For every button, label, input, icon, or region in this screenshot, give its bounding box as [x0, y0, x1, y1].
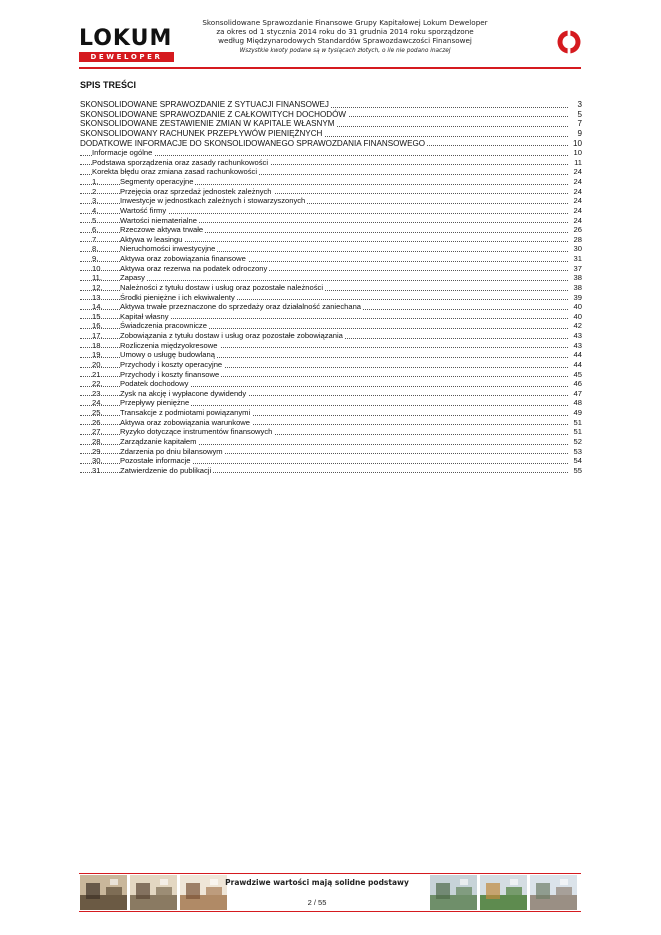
toc-entry-label: Ryzyko dotyczące instrumentów finansowych — [120, 427, 273, 437]
toc-entry-label: Zatwierdzenie do publikacji — [120, 465, 212, 475]
toc-entry-label: Przejęcia oraz sprzedaż jednostek zależnych — [120, 186, 272, 196]
toc-entry-number: 29. — [92, 446, 103, 456]
toc-entry-label: Przychody i koszty finansowe — [120, 369, 220, 379]
toc-entry[interactable] — [80, 148, 582, 158]
toc-entry-label: Zdarzenia po dniu bilansowym — [120, 446, 223, 456]
report-heading — [185, 18, 505, 56]
footer-divider-bottom — [79, 911, 581, 912]
toc-entry-page: 11 — [574, 157, 582, 167]
toc-entry-number: 30. — [92, 456, 103, 466]
toc-entry-number: 1. — [92, 177, 99, 186]
toc-entry-label: Inwestycje w jednostkach zależnych i stowarzyszonych — [120, 196, 306, 206]
toc-entry-label: Transakcje z podmiotami powiązanymi — [120, 408, 251, 417]
toc-entry-label: Należności z tytułu dostaw i usług oraz pozostałe należności — [120, 282, 324, 292]
toc-entry[interactable] — [80, 302, 582, 312]
toc-entry-page: 51 — [573, 417, 582, 427]
logo-main-text: LOKUM — [79, 26, 173, 51]
toc-entry[interactable] — [80, 350, 582, 360]
toc-entry-page: 9 — [577, 128, 582, 138]
toc-entry[interactable] — [80, 187, 582, 197]
toc-title: SPIS TREŚCI — [80, 80, 137, 90]
toc-entry[interactable] — [80, 408, 582, 418]
page-number: 2 / 55 — [307, 898, 327, 907]
toc-entry-page: 10 — [572, 138, 582, 148]
toc-entry-label: Świadczenia pracownicze — [120, 321, 207, 331]
toc-entry-number: 5. — [92, 215, 99, 225]
toc-entry[interactable] — [80, 196, 582, 206]
toc-entry-page: 43 — [573, 340, 582, 350]
toc-entry-label: Przychody i koszty operacyjne — [120, 359, 223, 369]
toc-entry-number: 14. — [92, 302, 103, 312]
toc-entry-number: 21. — [92, 369, 103, 379]
toc-entry[interactable] — [80, 110, 582, 120]
footer-photos-left — [80, 875, 227, 910]
toc-entry[interactable] — [80, 360, 582, 370]
toc-entry-page: 24 — [573, 205, 582, 215]
toc-entry-label: Aktywa oraz zobowiązania warunkowe — [120, 417, 251, 427]
toc-entry-label: Aktywa oraz rezerwa na podatek odroczony — [120, 263, 268, 273]
toc-entry[interactable] — [80, 312, 582, 322]
toc-entry-page: 43 — [573, 331, 582, 340]
toc-entry[interactable] — [80, 206, 582, 216]
toc-entry-page: 24 — [573, 215, 582, 225]
heading-line-1: Skonsolidowane Sprawozdanie Finansowe Grupy Kapitałowej Lokum Deweloper — [202, 18, 488, 27]
toc-entry[interactable] — [80, 418, 582, 428]
toc-entry[interactable] — [80, 129, 582, 139]
toc-entry-label: Aktywa w leasingu — [120, 234, 183, 244]
toc-entry-number: 18. — [92, 340, 103, 350]
toc-entry-number: 27. — [92, 427, 103, 437]
toc-entry-number: 10. — [92, 263, 103, 273]
toc-entry-page: 24 — [573, 186, 582, 196]
toc-entry-page: 38 — [573, 273, 582, 283]
toc-entry-number: 2. — [92, 186, 99, 196]
toc-entry-page: 45 — [573, 369, 582, 379]
toc-entry-label: Rzeczowe aktywa trwałe — [120, 225, 204, 235]
toc-entry-number: 17. — [92, 331, 103, 340]
toc-entry[interactable] — [80, 389, 582, 399]
toc-entry-page: 28 — [573, 234, 582, 244]
toc-entry-label: Zarządzanie kapitałem — [120, 436, 197, 446]
toc-entry[interactable] — [80, 370, 582, 380]
interior-photo-dining — [130, 875, 177, 910]
interior-photo-living-room — [80, 875, 127, 910]
toc-entry-page: 24 — [573, 167, 582, 177]
toc-entry-label: Aktywa trwałe przeznaczone do sprzedaży oraz działalność zaniechana — [120, 302, 362, 312]
toc-entry-number: 31. — [92, 465, 103, 475]
toc-entry-label: DODATKOWE INFORMACJE DO SKONSOLIDOWANEGO SPRAWOZDANIA FINANSOWEGO — [80, 138, 426, 148]
toc-entry-page: 7 — [577, 119, 582, 129]
toc-entry-page: 3 — [577, 100, 582, 109]
toc-entry-number: 22. — [92, 379, 103, 389]
toc-entry-page: 37 — [573, 263, 582, 273]
toc-entry-label: Podatek dochodowy — [120, 379, 189, 389]
toc-entry[interactable] — [80, 254, 582, 264]
toc-entry-label: Korekta błędu oraz zmiana zasad rachunkowości — [92, 167, 258, 177]
interior-photo-kitchen — [180, 875, 227, 910]
exterior-photo-playground — [480, 875, 527, 910]
toc-entry-number: 26. — [92, 417, 103, 427]
toc-entry-page: 51 — [573, 427, 582, 437]
toc-entry-number: 12. — [92, 282, 103, 292]
toc-entry-number: 9. — [92, 254, 99, 263]
toc-entry-number: 11. — [92, 273, 102, 283]
toc-entry-page: 5 — [577, 109, 582, 119]
toc-entry-number: 7. — [92, 234, 99, 244]
toc-entry-label: Zapasy — [120, 273, 145, 283]
toc-entry-label: Wartość firmy — [120, 205, 167, 215]
toc-entry-page: 47 — [573, 388, 582, 398]
toc-entry[interactable] — [80, 119, 582, 129]
toc-entry-label: Aktywa oraz zobowiązania finansowe — [120, 254, 246, 263]
toc-entry-page: 52 — [573, 436, 582, 446]
toc-entry-page: 31 — [573, 254, 582, 263]
toc-entry-number: 16. — [92, 321, 103, 331]
toc-entry-number: 28. — [92, 436, 103, 446]
toc-entry-number: 23. — [92, 388, 103, 398]
toc-entry-number: 20. — [92, 359, 103, 369]
toc-entry[interactable] — [80, 466, 582, 476]
footer-tagline: Prawdziwe wartości mają solidne podstawy — [225, 878, 409, 887]
toc-entry-page: 24 — [573, 196, 582, 206]
toc-entry-page: 30 — [573, 244, 582, 254]
toc-entry-label: Nieruchomości inwestycyjne — [120, 244, 216, 254]
footer-photos-right — [430, 875, 577, 910]
page-header — [79, 14, 581, 66]
toc-entry-label: Środki pieniężne i ich ekwiwalenty — [120, 292, 235, 302]
toc-entry-page: 55 — [573, 465, 582, 475]
toc-entry-number: 24. — [92, 398, 103, 408]
toc-entry[interactable] — [80, 273, 582, 283]
toc-entry[interactable] — [80, 216, 582, 226]
toc-entry[interactable] — [80, 235, 582, 245]
toc-entry[interactable] — [80, 139, 582, 149]
target-ring-icon — [557, 30, 581, 54]
toc-entry-label: Wartości niematerialne — [120, 215, 197, 225]
toc-entry-number: 6. — [92, 225, 99, 235]
heading-note: Wszystkie kwoty podane są w tysiącach złotych, o ile nie podano inaczej — [239, 47, 451, 54]
toc-entry[interactable] — [80, 225, 582, 235]
toc-entry[interactable] — [80, 379, 582, 389]
toc-entry[interactable] — [80, 177, 582, 187]
toc-entry-page: 42 — [573, 321, 582, 331]
toc-entry-number: 19. — [92, 350, 103, 360]
heading-line-2: za okres od 1 stycznia 2014 roku do 31 grudnia 2014 roku sporządzone — [216, 27, 474, 37]
toc-entry-label: Rozliczenia międzyokresowe — [120, 340, 218, 350]
toc-entry-number: 13. — [92, 292, 103, 302]
toc-entry-page: 49 — [573, 408, 582, 417]
toc-entry-label: Umowy o usługę budowlaną — [120, 350, 215, 360]
toc-entry[interactable] — [80, 283, 582, 293]
toc-entry-page: 26 — [573, 225, 582, 235]
toc-entry-page: 38 — [573, 282, 582, 292]
toc-entry-label: Kapitał własny — [120, 311, 169, 321]
toc-entry-page: 54 — [573, 456, 582, 466]
toc-entry-label: SKONSOLIDOWANY RACHUNEK PRZEPŁYWÓW PIENIĘŻNYCH — [80, 128, 323, 138]
toc-entry[interactable] — [80, 167, 582, 177]
table-of-contents — [80, 100, 582, 475]
toc-entry[interactable] — [80, 437, 582, 447]
toc-entry[interactable] — [80, 293, 582, 303]
footer-divider-top — [79, 873, 581, 874]
toc-entry-page: 40 — [573, 311, 582, 321]
toc-entry[interactable] — [80, 100, 582, 110]
toc-entry-page: 39 — [573, 292, 582, 302]
logo-sub-text: DEWELOPER — [79, 52, 174, 62]
toc-entry-number: 4. — [92, 205, 99, 215]
toc-entry[interactable] — [80, 341, 582, 351]
toc-entry[interactable] — [80, 398, 582, 408]
toc-entry-page: 10 — [573, 148, 582, 158]
heading-line-3: według Międzynarodowych Standardów Sprawozdawczości Finansowej — [218, 36, 472, 46]
toc-entry-page: 46 — [573, 379, 582, 389]
toc-entry[interactable] — [80, 331, 582, 341]
toc-entry-number: 25. — [92, 408, 103, 417]
toc-entry-page: 40 — [573, 302, 582, 312]
toc-entry-label: SKONSOLIDOWANE ZESTAWIENIE ZMIAN W KAPITALE WŁASNYM — [80, 119, 335, 129]
toc-entry[interactable] — [80, 158, 582, 168]
toc-entry-label: SKONSOLIDOWANE SPRAWOZDANIE Z SYTUACJI FINANSOWEJ — [80, 100, 329, 109]
lokum-logo — [79, 28, 174, 64]
toc-entry-number: 3. — [92, 196, 99, 206]
header-divider — [79, 67, 581, 69]
toc-entry-page: 48 — [573, 398, 582, 408]
toc-entry-label: Zysk na akcję i wypłacone dywidendy — [120, 388, 247, 398]
exterior-photo-building — [530, 875, 577, 910]
toc-entry-label: Zobowiązania z tytułu dostaw i usług oraz pozostałe zobowiązania — [120, 331, 343, 340]
toc-entry-label: Przepływy pieniężne — [120, 398, 190, 408]
toc-entry-page: 44 — [573, 359, 582, 369]
toc-entry-page: 53 — [573, 446, 582, 456]
toc-leader-dots — [80, 280, 568, 281]
exterior-photo-courtyard — [430, 875, 477, 910]
toc-entry[interactable] — [80, 321, 582, 331]
toc-entry[interactable] — [80, 264, 582, 274]
toc-entry[interactable] — [80, 456, 582, 466]
toc-entry[interactable] — [80, 244, 582, 254]
toc-entry[interactable] — [80, 447, 582, 457]
toc-entry-number: 15. — [92, 311, 103, 321]
toc-entry-label: Pozostałe informacje — [120, 456, 191, 466]
toc-entry-label: Informacje ogólne — [92, 148, 153, 158]
toc-entry[interactable] — [80, 427, 582, 437]
toc-entry-number: 8. — [92, 244, 99, 254]
toc-entry-label: Segmenty operacyjne — [120, 177, 194, 186]
toc-entry-page: 24 — [573, 177, 582, 186]
toc-entry-label: SKONSOLIDOWANE SPRAWOZDANIE Z CAŁKOWITYCH DOCHODÓW — [80, 109, 347, 119]
toc-entry-page: 44 — [573, 350, 582, 360]
toc-entry-label: Podstawa sporządzenia oraz zasady rachunkowości — [92, 157, 269, 167]
